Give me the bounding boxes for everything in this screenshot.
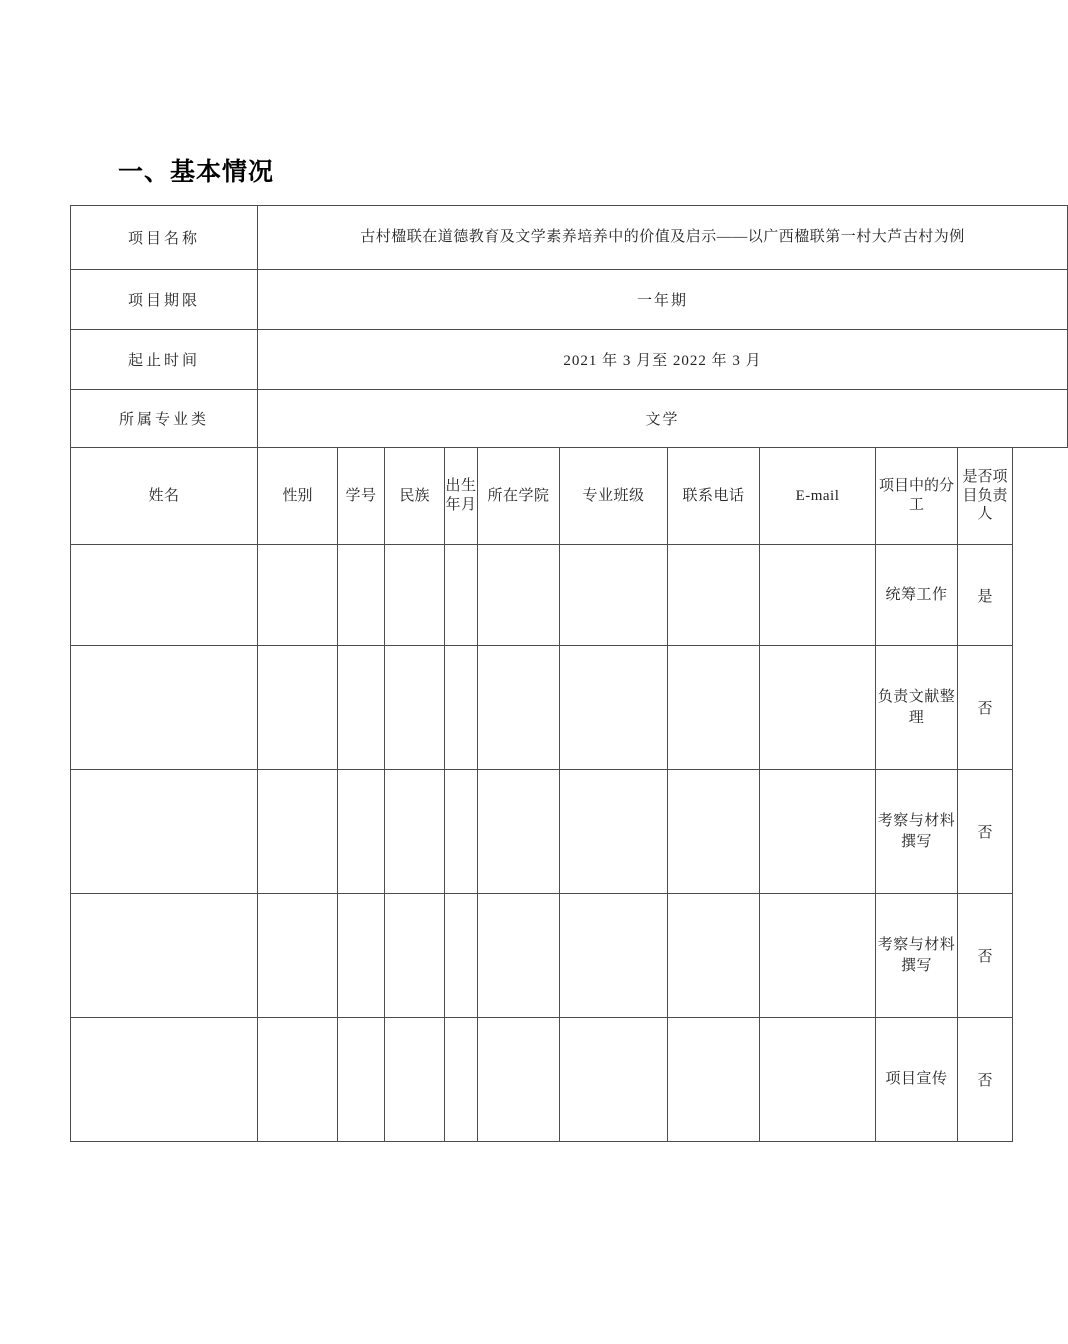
cell-email[interactable] <box>760 894 876 1018</box>
basic-info-table <box>70 205 1068 1142</box>
cell-name[interactable] <box>71 894 258 1018</box>
cell-role[interactable]: 统筹工作 <box>876 545 958 646</box>
cell-class[interactable] <box>560 545 668 646</box>
cell-college[interactable] <box>478 894 560 1018</box>
column-header-class: 专业班级 <box>560 448 668 545</box>
table-row-project-term <box>71 270 1068 330</box>
cell-email[interactable] <box>760 545 876 646</box>
cell-student-id[interactable] <box>338 770 385 894</box>
cell-gender[interactable] <box>258 770 338 894</box>
cell-role[interactable]: 考察与材料撰写 <box>876 894 958 1018</box>
column-header-ethnicity: 民族 <box>385 448 445 545</box>
cell-birth-date[interactable] <box>445 1018 478 1142</box>
cell-role[interactable]: 项目宣传 <box>876 1018 958 1142</box>
cell-college[interactable] <box>478 545 560 646</box>
cell-email[interactable] <box>760 646 876 770</box>
column-header-is-leader: 是否项目负责人 <box>958 448 1013 545</box>
table-row <box>71 1018 1068 1142</box>
column-header-phone: 联系电话 <box>668 448 760 545</box>
cell-class[interactable] <box>560 1018 668 1142</box>
cell-name[interactable] <box>71 646 258 770</box>
cell-class[interactable] <box>560 894 668 1018</box>
cell-birth-date[interactable] <box>445 646 478 770</box>
cell-gender[interactable] <box>258 545 338 646</box>
cell-gender[interactable] <box>258 894 338 1018</box>
label-project-term: 项目期限 <box>71 270 258 330</box>
column-header-student-id: 学号 <box>338 448 385 545</box>
column-header-role: 项目中的分工 <box>876 448 958 545</box>
column-header-gender: 性别 <box>258 448 338 545</box>
cell-birth-date[interactable] <box>445 894 478 1018</box>
cell-student-id[interactable] <box>338 1018 385 1142</box>
cell-student-id[interactable] <box>338 545 385 646</box>
cell-phone[interactable] <box>668 894 760 1018</box>
cell-class[interactable] <box>560 646 668 770</box>
cell-is-leader[interactable]: 是 <box>958 545 1013 646</box>
cell-ethnicity[interactable] <box>385 646 445 770</box>
value-project-term: 一年期 <box>258 270 1068 330</box>
cell-gender[interactable] <box>258 1018 338 1142</box>
page-title: 一、基本情况 <box>118 158 275 186</box>
table-row-project-name <box>71 206 1068 270</box>
cell-email[interactable] <box>760 1018 876 1142</box>
table-row <box>71 770 1068 894</box>
table-row-major-category <box>71 390 1068 448</box>
cell-phone[interactable] <box>668 646 760 770</box>
cell-student-id[interactable] <box>338 646 385 770</box>
cell-gender[interactable] <box>258 646 338 770</box>
value-project-period: 2021 年 3 月至 2022 年 3 月 <box>258 330 1068 390</box>
cell-is-leader[interactable]: 否 <box>958 770 1013 894</box>
column-header-college: 所在学院 <box>478 448 560 545</box>
cell-phone[interactable] <box>668 770 760 894</box>
cell-college[interactable] <box>478 1018 560 1142</box>
column-header-name: 姓名 <box>71 448 258 545</box>
table-row <box>71 646 1068 770</box>
cell-is-leader[interactable]: 否 <box>958 646 1013 770</box>
cell-name[interactable] <box>71 545 258 646</box>
cell-is-leader[interactable]: 否 <box>958 894 1013 1018</box>
cell-ethnicity[interactable] <box>385 1018 445 1142</box>
cell-name[interactable] <box>71 770 258 894</box>
cell-birth-date[interactable] <box>445 545 478 646</box>
cell-college[interactable] <box>478 770 560 894</box>
cell-college[interactable] <box>478 646 560 770</box>
cell-student-id[interactable] <box>338 894 385 1018</box>
cell-name[interactable] <box>71 1018 258 1142</box>
cell-phone[interactable] <box>668 545 760 646</box>
table-row <box>71 545 1068 646</box>
label-project-name: 项目名称 <box>71 206 258 270</box>
value-major-category: 文学 <box>258 390 1068 448</box>
cell-role[interactable]: 考察与材料撰写 <box>876 770 958 894</box>
cell-is-leader[interactable]: 否 <box>958 1018 1013 1142</box>
column-header-birth-date: 出生年月 <box>445 448 478 545</box>
cell-role[interactable]: 负责文献整理 <box>876 646 958 770</box>
cell-ethnicity[interactable] <box>385 894 445 1018</box>
cell-ethnicity[interactable] <box>385 770 445 894</box>
label-major-category: 所属专业类 <box>71 390 258 448</box>
column-header-email: E-mail <box>760 448 876 545</box>
value-project-name: 古村楹联在道德教育及文学素养培养中的价值及启示——以广西楹联第一村大芦古村为例 <box>258 206 1068 270</box>
label-project-period: 起止时间 <box>71 330 258 390</box>
cell-phone[interactable] <box>668 1018 760 1142</box>
cell-email[interactable] <box>760 770 876 894</box>
table-row-project-period <box>71 330 1068 390</box>
table-row <box>71 894 1068 1018</box>
cell-class[interactable] <box>560 770 668 894</box>
member-table-header-row <box>71 448 1068 545</box>
cell-ethnicity[interactable] <box>385 545 445 646</box>
cell-birth-date[interactable] <box>445 770 478 894</box>
